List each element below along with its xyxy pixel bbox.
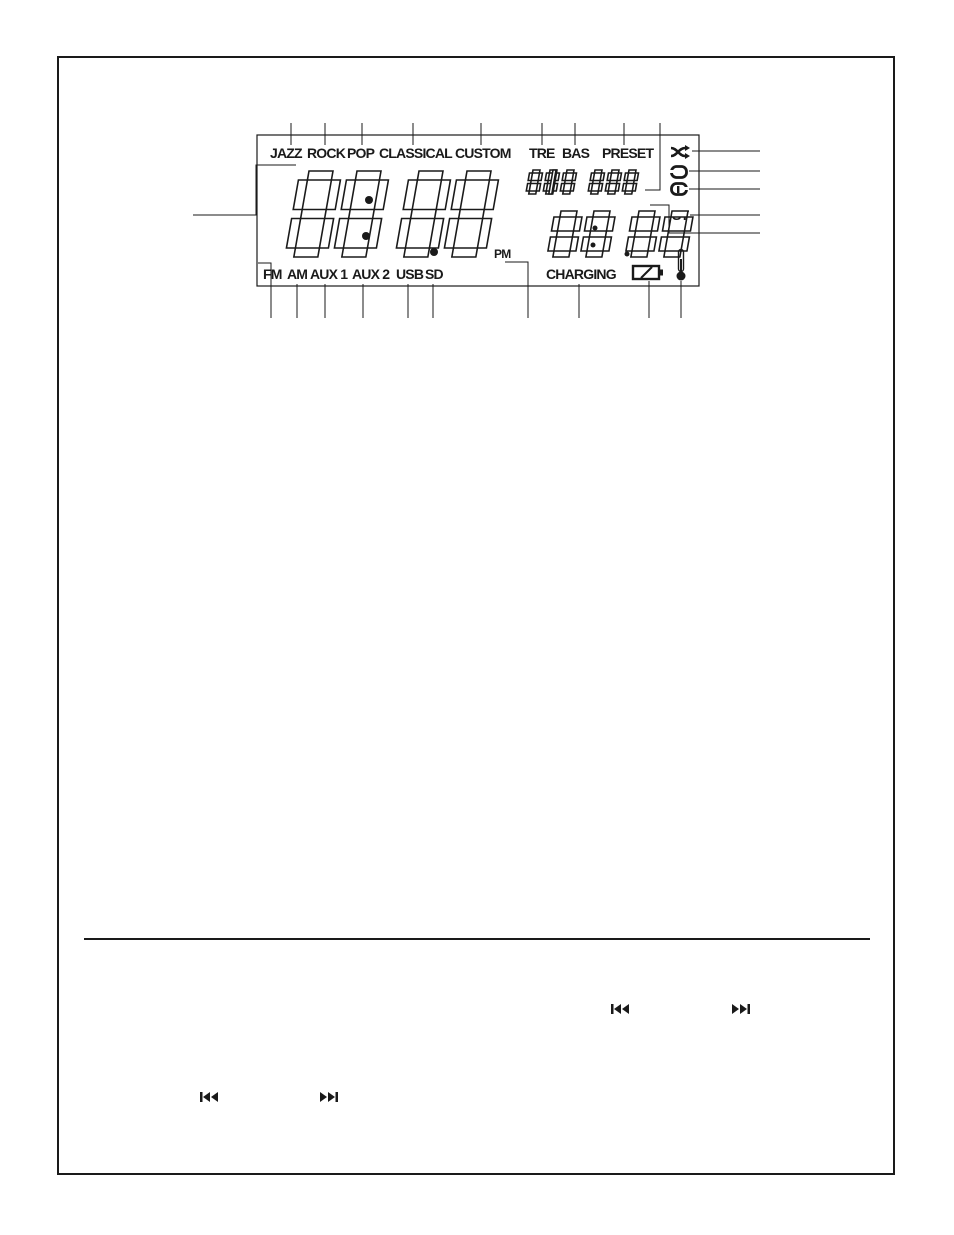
- segment: [631, 251, 648, 257]
- segment: [603, 237, 611, 251]
- leader-main-digits: [193, 165, 296, 215]
- segment: [622, 184, 626, 192]
- segment: [548, 237, 556, 251]
- segment: [396, 219, 410, 249]
- eq-pop-label: POP: [347, 145, 375, 161]
- segment: [293, 180, 307, 210]
- eq-jazz-label: JAZZ: [270, 145, 302, 161]
- skip-previous-icon: [611, 1003, 631, 1015]
- segment: [545, 173, 549, 181]
- segment: [610, 181, 618, 184]
- segment: [349, 210, 375, 219]
- segment: [634, 231, 651, 237]
- segment: [615, 184, 619, 192]
- segment: [593, 211, 610, 217]
- segment: [617, 173, 621, 181]
- segment: [570, 237, 578, 251]
- segment: [551, 217, 559, 231]
- segment: [572, 173, 576, 181]
- segment: [629, 217, 637, 231]
- skip-previous-icon: [200, 1091, 220, 1103]
- segment: [626, 237, 634, 251]
- segment: [560, 184, 564, 192]
- segment: [319, 219, 333, 249]
- source-aux2-label: AUX 2: [352, 266, 390, 282]
- segment: [484, 180, 498, 210]
- digit-8: [605, 170, 622, 194]
- segment: [403, 180, 417, 210]
- segment: [588, 184, 592, 192]
- segment: [648, 237, 656, 251]
- small-digit-display: [526, 170, 639, 194]
- segment: [538, 173, 542, 181]
- segment: [573, 217, 581, 231]
- segment: [341, 180, 355, 210]
- segment: [417, 171, 443, 180]
- preset-label: PRESET: [602, 145, 654, 161]
- digit-8: [333, 171, 390, 257]
- segment: [667, 231, 684, 237]
- segment: [598, 184, 602, 192]
- segment: [536, 184, 540, 192]
- digit-8: [622, 170, 639, 194]
- segment: [355, 171, 381, 180]
- segment: [307, 171, 333, 180]
- segment: [565, 181, 573, 184]
- source-aux1-label: AUX 1: [310, 266, 348, 282]
- skip-next-icon: [731, 1003, 751, 1015]
- segment: [560, 211, 577, 217]
- segment: [452, 248, 478, 257]
- secondary-colon-bottom: [591, 243, 596, 248]
- eq-classical-label: CLASSICAL: [379, 145, 452, 161]
- segment: [681, 237, 689, 251]
- segment: [374, 180, 388, 210]
- segment: [627, 181, 635, 184]
- segment: [593, 181, 601, 184]
- segment: [624, 173, 628, 181]
- segment: [605, 184, 609, 192]
- segment: [342, 248, 368, 257]
- source-fm-label: FM: [263, 266, 282, 282]
- digit-8: [395, 171, 452, 257]
- segment: [632, 184, 636, 192]
- segment: [651, 217, 659, 231]
- segment: [326, 180, 340, 210]
- segment: [465, 171, 491, 180]
- segment: [531, 181, 539, 184]
- eq-custom-label: CUSTOM: [455, 145, 511, 161]
- segment: [411, 210, 437, 219]
- digit-8: [443, 171, 500, 257]
- segment: [436, 180, 450, 210]
- segment: [562, 173, 566, 181]
- segment: [590, 173, 594, 181]
- segment: [556, 231, 573, 237]
- segment: [459, 210, 485, 219]
- segment: [606, 217, 614, 231]
- battery-icon: [633, 266, 663, 279]
- main-colon-top: [365, 196, 373, 204]
- secondary-colon-top: [593, 226, 598, 231]
- segment: [528, 173, 532, 181]
- repeat-one-icon: [672, 184, 689, 195]
- digit-8: [560, 170, 577, 194]
- segment: [589, 231, 606, 237]
- source-sd-label: SD: [425, 266, 443, 282]
- segment: [404, 248, 430, 257]
- segment: [477, 219, 491, 249]
- charging-label: CHARGING: [546, 266, 616, 282]
- digit-8: [547, 211, 583, 257]
- eq-rock-label: ROCK: [307, 145, 346, 161]
- segment: [286, 219, 300, 249]
- segment: [659, 237, 667, 251]
- segment: [662, 217, 670, 231]
- segment: [581, 237, 589, 251]
- main-digit-display: [285, 171, 500, 257]
- treble-label: TRE: [529, 145, 555, 161]
- segment: [553, 251, 570, 257]
- main-decimal-dot: [430, 248, 438, 256]
- section-divider: [84, 938, 870, 940]
- segment: [294, 248, 320, 257]
- bass-label: BAS: [562, 145, 590, 161]
- main-colon-bottom: [362, 232, 370, 240]
- digit-8: [526, 170, 543, 194]
- pm-label: PM: [494, 247, 511, 261]
- segment: [584, 217, 592, 231]
- segment: [543, 184, 547, 192]
- digit-8: [285, 171, 342, 257]
- digit-8: [588, 170, 605, 194]
- segment: [334, 219, 348, 249]
- segment: [444, 219, 458, 249]
- digit-8: [625, 211, 661, 257]
- skip-next-icon: [319, 1091, 339, 1103]
- segment: [367, 219, 381, 249]
- leader-pm: [505, 262, 528, 318]
- secondary-decimal-dot: [625, 252, 630, 257]
- segment: [526, 184, 530, 192]
- segment: [429, 219, 443, 249]
- segment: [607, 173, 611, 181]
- source-usb-label: USB: [396, 266, 424, 282]
- segment: [638, 211, 655, 217]
- digit-8: [580, 211, 616, 257]
- segment: [586, 251, 603, 257]
- segment: [671, 211, 688, 217]
- segment: [600, 173, 604, 181]
- shuffle-icon: [671, 145, 690, 159]
- repeat-all-icon: [670, 167, 687, 178]
- segment: [634, 173, 638, 181]
- segment: [301, 210, 327, 219]
- segment: [570, 184, 574, 192]
- source-am-label: AM: [287, 266, 308, 282]
- segment: [451, 180, 465, 210]
